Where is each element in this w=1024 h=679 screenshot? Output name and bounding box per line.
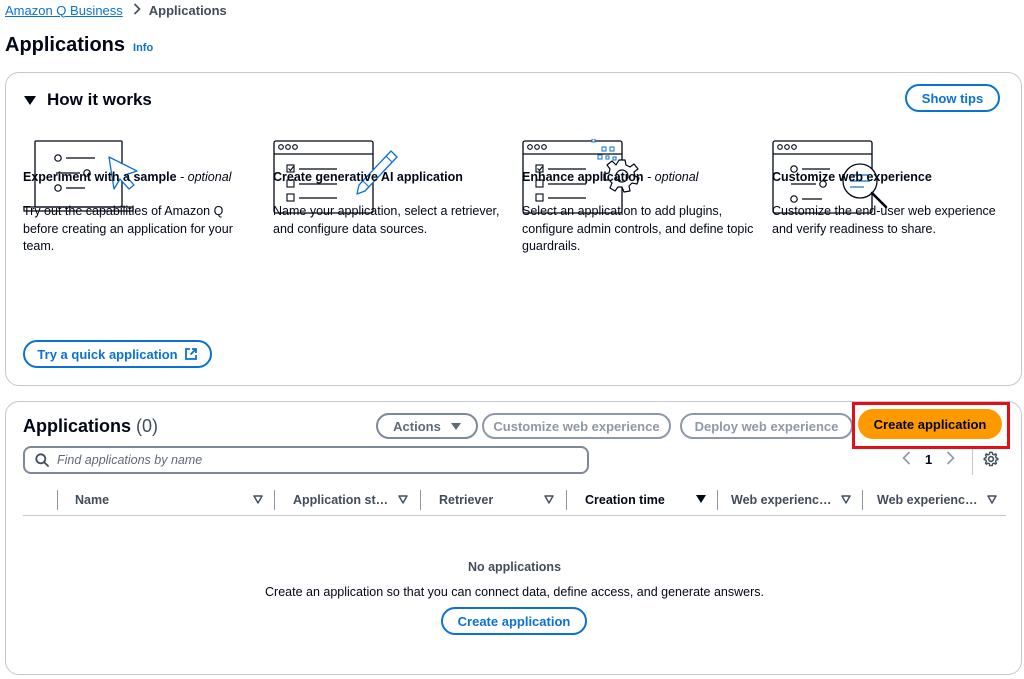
column-header-web-experience-2[interactable] — [877, 490, 997, 510]
breadcrumb-link-amazon-q-business[interactable]: Amazon Q Business — [5, 2, 123, 18]
chevron-right-icon[interactable] — [946, 451, 955, 467]
step-1-optional: - optional — [176, 170, 232, 184]
column-header-creation-time[interactable] — [585, 490, 706, 510]
sort-descending-icon — [696, 495, 706, 503]
column-header-web-experience-1[interactable] — [731, 490, 851, 510]
applications-count: (0) — [136, 416, 159, 436]
step-2-title — [273, 170, 463, 184]
actions-label: Actions — [393, 418, 441, 434]
sort-icon — [987, 495, 997, 504]
pagination — [902, 451, 955, 467]
empty-state-create-application-button[interactable]: Create application — [441, 607, 587, 635]
show-tips-button[interactable]: Show tips — [905, 84, 1000, 112]
sort-icon — [253, 495, 263, 504]
column-header-name[interactable] — [75, 490, 263, 510]
page-title: Applications — [5, 34, 126, 56]
actions-dropdown-button[interactable] — [376, 413, 478, 439]
search-icon — [35, 453, 49, 467]
gear-icon[interactable] — [983, 451, 999, 472]
create-application-button[interactable]: Create application — [858, 409, 1002, 439]
column-separator — [274, 490, 275, 510]
column-separator — [862, 490, 863, 510]
table-header — [23, 486, 1006, 516]
deploy-web-experience-button[interactable]: Deploy web experience — [680, 413, 853, 439]
chevron-right-icon — [133, 2, 141, 18]
step-3-optional: - optional — [643, 170, 699, 184]
column-label: Web experienc… — [731, 493, 832, 507]
step-4-description: Customize the end-user web experience and verify readiness to share. — [772, 204, 996, 236]
column-separator — [717, 490, 718, 510]
breadcrumb-current: Applications — [148, 2, 227, 18]
page-header — [5, 34, 153, 57]
chevron-left-icon[interactable] — [902, 451, 911, 467]
step-2-title-text: Create generative AI application — [273, 170, 463, 184]
column-separator — [57, 490, 58, 510]
how-it-works-toggle[interactable] — [24, 90, 152, 110]
column-header-application-status[interactable] — [293, 490, 408, 510]
column-label: Web experienc… — [877, 493, 978, 507]
sort-icon — [398, 495, 408, 504]
step-3-title — [522, 170, 698, 184]
info-link[interactable]: Info — [133, 42, 154, 54]
step-4-title — [772, 170, 932, 184]
applications-panel — [5, 401, 1022, 675]
sort-icon — [544, 495, 554, 504]
how-it-works-panel — [5, 72, 1022, 386]
column-separator — [566, 490, 567, 510]
caret-down-icon — [24, 96, 36, 105]
empty-state-title: No applications — [467, 560, 562, 574]
column-label: Retriever — [439, 493, 494, 507]
step-4-title-text: Customize web experience — [772, 170, 932, 184]
search-field[interactable] — [23, 446, 589, 474]
column-separator — [420, 490, 421, 510]
step-2-description: Name your application, select a retriever, and configure data sources. — [273, 204, 500, 236]
external-link-icon — [184, 347, 198, 361]
how-it-works-title: How it works — [47, 90, 152, 109]
empty-state-description: Create an application so that you can connect data, define access, and generate answers. — [265, 585, 764, 599]
step-1-title — [23, 170, 231, 184]
search-input[interactable] — [57, 453, 557, 467]
sort-icon — [841, 495, 851, 504]
step-3-title-text: Enhance application — [522, 170, 644, 184]
column-header-retriever[interactable] — [439, 490, 554, 510]
column-label: Creation time — [585, 493, 665, 507]
page-number[interactable]: 1 — [925, 451, 933, 467]
applications-heading — [23, 416, 158, 437]
breadcrumb — [5, 2, 227, 18]
applications-heading-text: Applications — [23, 416, 132, 436]
step-1-description: Try out the capabilities of Amazon Q before creating an application for your team. — [23, 204, 233, 253]
step-3-description: Select an application to add plugins, configure admin controls, and define topic guardrails. — [522, 204, 754, 253]
try-quick-application-label: Try a quick application — [37, 346, 178, 362]
step-1-title-text: Experiment with a sample — [23, 170, 177, 184]
customize-web-experience-button[interactable]: Customize web experience — [482, 413, 671, 439]
column-label: Application st… — [293, 493, 389, 507]
column-label: Name — [75, 493, 110, 507]
try-quick-application-button[interactable] — [23, 340, 212, 368]
caret-down-icon — [451, 423, 461, 430]
pager-divider — [972, 449, 973, 475]
